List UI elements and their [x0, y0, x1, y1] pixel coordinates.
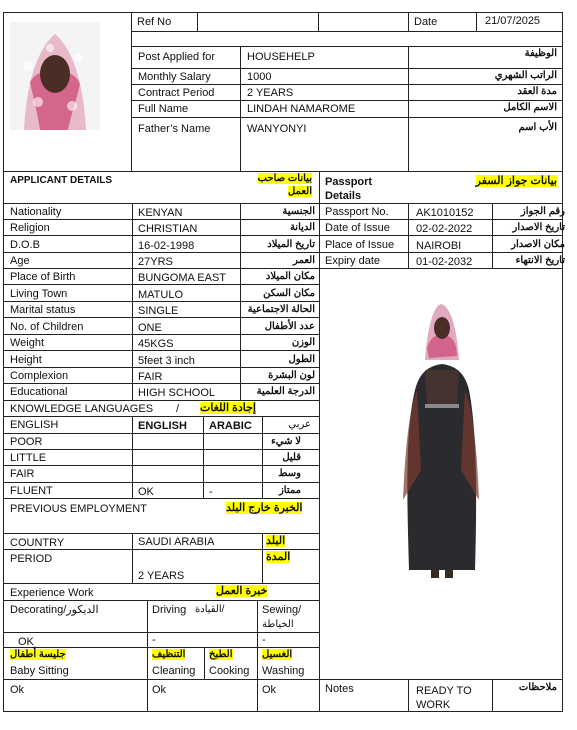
- employment-heading-ar: الخبرة خارج البلد: [226, 502, 303, 514]
- lang-label: LITTLE: [10, 452, 47, 464]
- languages-heading-ar: إجادة اللغات: [200, 402, 256, 414]
- ref-no-label: Ref No: [137, 16, 172, 28]
- lang-line: [3, 465, 319, 466]
- row-ar: الوزن: [291, 337, 315, 348]
- post-ar: الوظيفة: [524, 48, 557, 59]
- exp-line: [3, 647, 319, 648]
- header-line-1: [131, 31, 562, 32]
- experience-heading-ar: خبرة العمل: [216, 585, 268, 597]
- experience-heading: Experience Work: [10, 587, 94, 599]
- sewing-value: -: [262, 634, 266, 646]
- row-value: MATULO: [138, 289, 184, 301]
- cleaning-ar: التنظيف: [152, 649, 186, 660]
- row-label: Place of Birth: [10, 271, 76, 283]
- lang-ar: وسط: [278, 468, 301, 479]
- row-ar: الطول: [288, 354, 315, 365]
- period-label: PERIOD: [10, 553, 53, 565]
- name-label: Full Name: [138, 103, 189, 115]
- passport-label: Place of Issue: [325, 239, 395, 251]
- contract-label: Contract Period: [138, 87, 215, 99]
- date-label: Date: [414, 16, 438, 28]
- row-value: 5feet 3 inch: [138, 355, 195, 367]
- lang-col-1: [132, 416, 133, 498]
- passport-label: Expiry date: [325, 255, 381, 267]
- row-label: Nationality: [10, 206, 62, 218]
- row-ar: مكان السكن: [263, 288, 315, 299]
- languages-slash: /: [176, 403, 180, 415]
- lang-line: [3, 498, 319, 499]
- country-ar: البلد: [266, 535, 286, 547]
- row-value: SINGLE: [138, 305, 179, 317]
- full-body-photo: [395, 300, 483, 592]
- passport-ar: مكان الاصدار: [511, 239, 565, 250]
- header-line-6: [131, 117, 562, 118]
- row-value: FAIR: [138, 371, 163, 383]
- frame-top: [3, 12, 563, 13]
- row-value: KENYAN: [138, 207, 183, 219]
- passport-heading-ar: بيانات جواز السفر: [475, 175, 557, 187]
- salary-value: 1000: [247, 71, 272, 83]
- row-label: Age: [10, 255, 30, 267]
- refno-divider: [197, 12, 198, 31]
- row-line: [3, 219, 563, 220]
- notes-col-2: [492, 679, 493, 711]
- sewing-ar: الخياطة: [262, 619, 294, 630]
- lang-col-2: [203, 416, 204, 498]
- contract-ar: مدة العقد: [517, 86, 557, 97]
- lang-col-arabic: ARABIC: [209, 420, 252, 432]
- row-line: [3, 400, 319, 401]
- cleaning-value: Ok: [152, 684, 167, 696]
- passport-value: 01-02-2032: [416, 256, 473, 268]
- header-line-4: [131, 84, 562, 85]
- applicant-heading-ar: بيانات صاحب العمل: [257, 173, 312, 197]
- cooking-ar: الطبخ: [209, 649, 233, 660]
- passport-value: AK1010152: [416, 207, 474, 219]
- applicant-heading-line: [3, 203, 563, 204]
- row-value: 45KGS: [138, 338, 174, 350]
- driving-value: -: [152, 634, 156, 646]
- row-value: ONE: [138, 322, 162, 334]
- header-ar-divider: [408, 46, 409, 171]
- employment-heading: PREVIOUS EMPLOYMENT: [10, 503, 147, 515]
- notes-label: Notes: [325, 683, 354, 695]
- exp-line: [3, 679, 563, 680]
- row-ar: مكان الميلاد: [265, 271, 315, 282]
- father-ar: الأب اسم: [518, 122, 557, 133]
- lang-line: [3, 433, 319, 434]
- salary-label: Monthly Salary: [138, 71, 211, 83]
- row-ar: تاريخ الميلاد: [267, 239, 315, 250]
- exp-col-cook: [204, 647, 205, 679]
- lang-line: [3, 482, 319, 483]
- applicant-heading: APPLICANT DETAILS: [10, 175, 113, 186]
- row-label: Religion: [10, 222, 50, 234]
- row-ar: عدد الأطفال: [264, 321, 315, 332]
- date-divider: [408, 12, 409, 31]
- row-ar: الجنسية: [282, 206, 315, 217]
- frame-left: [3, 12, 4, 712]
- row-label: Weight: [10, 337, 45, 349]
- passport-ar: تاريخ الاصدار: [512, 222, 565, 233]
- driving-label: Driving: [152, 604, 187, 616]
- lang-ar: قليل: [282, 452, 301, 463]
- notes-ar: ملاحظات: [518, 682, 557, 693]
- header-line-3: [131, 68, 562, 69]
- notes-value: READY TO WORK: [416, 685, 472, 711]
- baby-sitting-value: Ok: [10, 684, 25, 696]
- washing-value: Ok: [262, 684, 277, 696]
- father-value: WANYONYI: [247, 123, 307, 135]
- row-value: CHRISTIAN: [138, 223, 198, 235]
- lang-fluent-english: OK: [138, 486, 154, 498]
- father-label: Father’s Name: [138, 123, 211, 135]
- lang-label: ENGLISH: [10, 419, 59, 431]
- frame-right: [562, 12, 563, 712]
- contract-value: 2 YEARS: [247, 87, 294, 99]
- refno-end: [318, 12, 319, 31]
- name-ar: الاسم الكامل: [503, 102, 557, 113]
- name-value: LINDAH NAMAROME: [247, 103, 356, 115]
- lang-label: POOR: [10, 436, 43, 448]
- row-line: [3, 252, 563, 253]
- row-ar: الدرجة العلمية: [256, 386, 315, 397]
- row-label: Marital status: [10, 304, 76, 316]
- lang-col-3: [262, 416, 263, 498]
- emp-line: [3, 533, 319, 534]
- row-ar: العمر: [293, 255, 315, 266]
- header-col-divider: [240, 46, 241, 171]
- exp-line: [3, 600, 319, 601]
- lang-ar: عربي: [288, 419, 311, 430]
- notes-col-1: [408, 679, 409, 711]
- passport-label: Date of Issue: [325, 222, 390, 234]
- passport-heading-1: Passport: [325, 176, 373, 188]
- emp-line: [3, 583, 319, 584]
- emp-col-1: [132, 533, 133, 583]
- row-label: Educational: [10, 386, 68, 398]
- row-label: Complexion: [10, 370, 69, 382]
- passport-ar: تاريخ الانتهاء: [515, 255, 565, 266]
- exp-line: [3, 632, 319, 633]
- driving-ar: القيادة/: [195, 604, 225, 615]
- passport-photo: [10, 22, 100, 130]
- passport-ar: رقم الجواز: [520, 206, 565, 217]
- passport-heading-2: Details: [325, 190, 362, 202]
- header-line-5: [131, 100, 562, 101]
- row-line: [3, 235, 563, 236]
- salary-ar: الراتب الشهري: [494, 70, 557, 81]
- exp-col-1: [147, 600, 148, 711]
- emp-col-2: [262, 533, 263, 583]
- lang-ar: ممتاز: [278, 485, 301, 496]
- lang-label: FAIR: [10, 468, 35, 480]
- row-line: [3, 268, 563, 269]
- row-ar: لون البشرة: [268, 370, 315, 381]
- sewing-label: Sewing/: [262, 604, 302, 616]
- washing-ar: الغسيل: [262, 649, 293, 660]
- baby-sitting-ar: جليسة أطفال: [10, 649, 66, 660]
- row-ar: الديانة: [289, 222, 315, 233]
- header-divider-left: [131, 12, 132, 171]
- row-label: Height: [10, 354, 42, 366]
- row-label: Living Town: [10, 288, 68, 300]
- row-value: BUNGOMA EAST: [138, 272, 227, 284]
- row-ar: الحالة الاجتماعية: [247, 304, 315, 315]
- passport-value: 02-02-2022: [416, 223, 473, 235]
- row-value: HIGH SCHOOL: [138, 387, 216, 399]
- period-value: 2 YEARS: [138, 570, 185, 582]
- row-value: 16-02-1998: [138, 240, 195, 252]
- cleaning-label: Cleaning: [152, 665, 196, 677]
- passport-col-2: [492, 203, 493, 268]
- lang-line: [3, 416, 319, 417]
- languages-heading: KNOWLEDGE LANGUAGES: [10, 403, 154, 415]
- date-value: 21/07/2025: [485, 15, 541, 27]
- passport-label: Passport No.: [325, 206, 389, 218]
- passport-value: NAIROBI: [416, 240, 462, 252]
- washing-label: Washing: [262, 665, 305, 677]
- post-label: Post Applied for: [138, 51, 216, 63]
- decorating-label: Decorating/الديكور: [10, 604, 99, 616]
- date-value-divider: [476, 12, 477, 31]
- exp-col-2: [257, 600, 258, 711]
- lang-fluent-arabic: -: [209, 486, 213, 498]
- country-label: COUNTRY: [10, 537, 65, 549]
- passport-col-1: [408, 203, 409, 268]
- country-value: SAUDI ARABIA: [138, 536, 215, 548]
- row-label: D.O.B: [10, 239, 40, 251]
- lang-line: [3, 449, 319, 450]
- lang-col-english: ENGLISH: [138, 420, 187, 432]
- row-label: No. of Children: [10, 321, 84, 333]
- post-value: HOUSEHELP: [247, 51, 315, 63]
- cooking-label: Cooking: [209, 665, 250, 677]
- lang-label: FLUENT: [10, 485, 53, 497]
- decorating-value: OK: [18, 636, 34, 648]
- period-ar: المدة: [266, 551, 291, 563]
- lang-ar: لا شيء: [271, 436, 301, 447]
- row-value: 27YRS: [138, 256, 173, 268]
- baby-sitting-label: Baby Sitting: [10, 665, 69, 677]
- header-line-2: [131, 46, 562, 47]
